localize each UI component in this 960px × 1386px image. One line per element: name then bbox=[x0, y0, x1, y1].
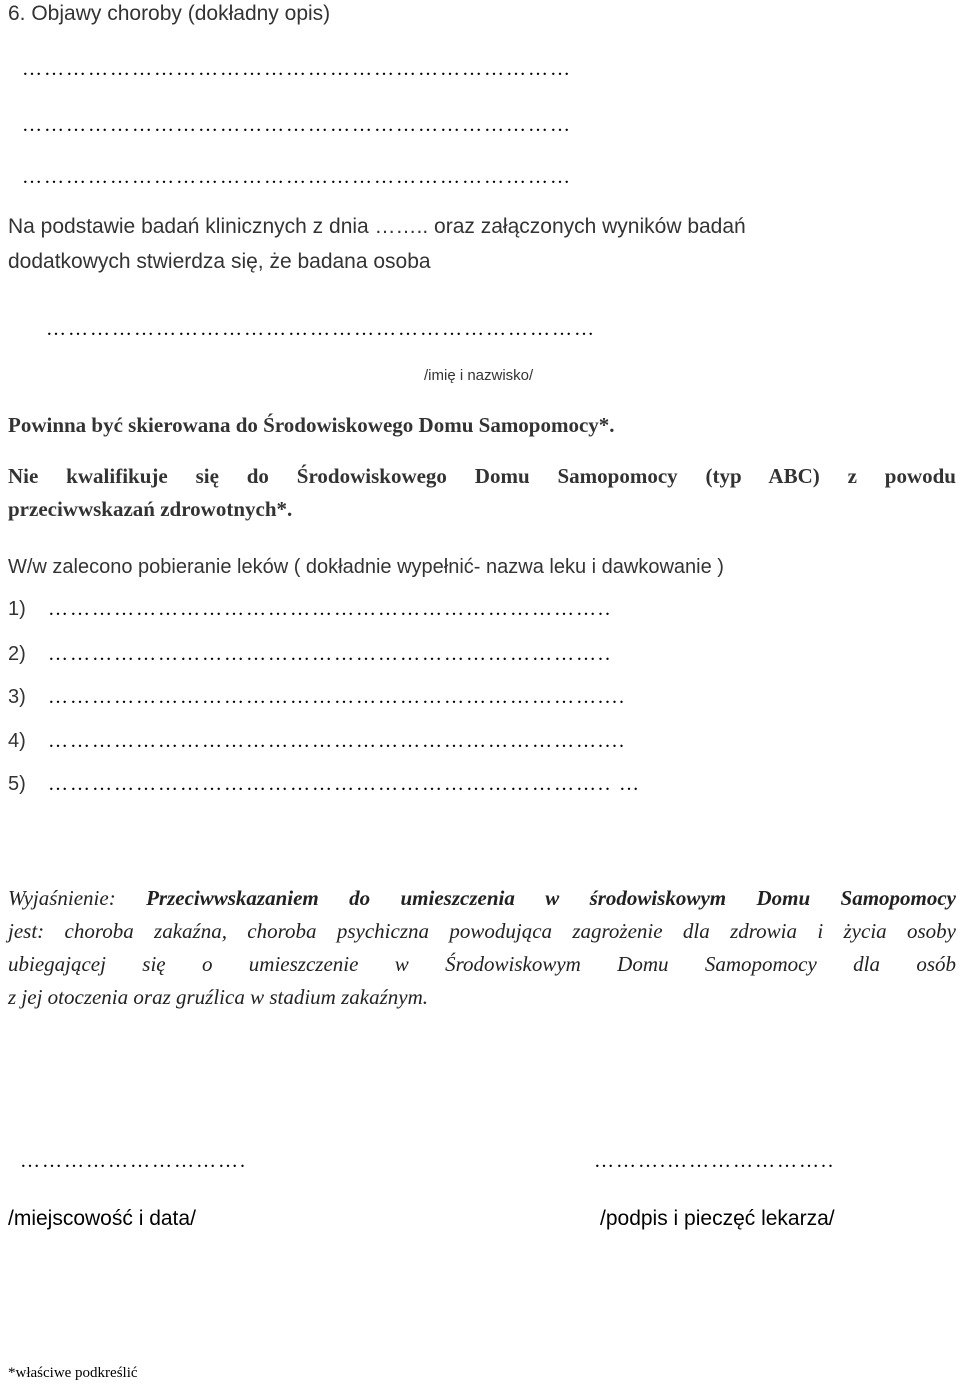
footnote: *właściwe podkreślić bbox=[8, 1365, 138, 1381]
symptoms-dotted-line-3[interactable]: ………………………………………………………………… bbox=[22, 166, 572, 188]
medication-number: 3) bbox=[8, 686, 26, 708]
explanation-line-3: ubiegającej się o umieszczenie w Środowiskowym Domu Samopomocy dla osób bbox=[8, 952, 956, 976]
explanation-line-2: jest: choroba zakaźna, choroba psychiczna powodująca zagrożenie dla zdrowia i życia osoby bbox=[8, 919, 956, 943]
medication-number: 5) bbox=[8, 773, 26, 795]
medication-field[interactable]: ………………………………………………………………….. bbox=[48, 598, 612, 620]
medication-row-3[interactable] bbox=[8, 686, 626, 709]
disqualification-line-2: przeciwwskazań zdrowotnych*. bbox=[8, 497, 293, 521]
explanation-paragraph bbox=[8, 886, 956, 1010]
medication-field[interactable]: ………………………………………………………………….... bbox=[48, 730, 626, 752]
medication-number: 1) bbox=[8, 598, 26, 620]
explanation-line-1 bbox=[8, 886, 956, 919]
medication-prompt: W/w zalecono pobieranie leków ( dokładnie wypełnić- nazwa leku i dawkowanie ) bbox=[8, 556, 724, 578]
medication-field[interactable]: ………………………………………………………………….... bbox=[48, 686, 626, 708]
symptoms-dotted-line-1[interactable]: ………………………………………………………………… bbox=[22, 58, 572, 80]
signature-caption: /podpis i pieczęć lekarza/ bbox=[600, 1207, 835, 1230]
referral-statement[interactable]: Powinna być skierowana do Środowiskowego Domu Samopomocy*. bbox=[8, 413, 615, 437]
patient-name-field[interactable]: ………………………………………………………………… bbox=[46, 318, 596, 340]
exam-statement-line-1: Na podstawie badań klinicznych z dnia …….. oraz załączonych wyników badań bbox=[8, 215, 746, 238]
medication-row-4[interactable] bbox=[8, 730, 626, 753]
section-heading: 6. Objawy choroby (dokładny opis) bbox=[8, 2, 331, 25]
medication-number: 2) bbox=[8, 643, 26, 665]
medication-field[interactable]: ………………………………………………………………….. … bbox=[48, 773, 641, 795]
exam-statement-line-2: dodatkowych stwierdza się, że badana osoba bbox=[8, 250, 431, 273]
medication-row-1[interactable] bbox=[8, 598, 612, 621]
signature-field[interactable]: ……….………………….. bbox=[594, 1150, 835, 1172]
patient-name-caption: /imię i nazwisko/ bbox=[424, 367, 534, 384]
place-date-caption: /miejscowość i data/ bbox=[8, 1207, 196, 1230]
medication-field[interactable]: ………………………………………………………………….. bbox=[48, 643, 612, 665]
medication-row-5[interactable] bbox=[8, 773, 641, 796]
explanation-bold-text: Przeciwwskazaniem do umieszczenia w środowiskowym Domu Samopomocy bbox=[146, 886, 957, 910]
disqualification-line-1: Nie kwalifikuje się do Środowiskowego Domu Samopomocy (typ ABC) z powodu bbox=[8, 464, 956, 488]
medication-number: 4) bbox=[8, 730, 26, 752]
disqualification-statement[interactable] bbox=[8, 464, 956, 522]
explanation-label: Wyjaśnienie: bbox=[8, 886, 116, 910]
medication-row-2[interactable] bbox=[8, 643, 612, 666]
symptoms-dotted-line-2[interactable]: ………………………………………………………………… bbox=[22, 114, 572, 136]
explanation-line-4: z jej otoczenia oraz gruźlica w stadium zakaźnym. bbox=[8, 985, 428, 1009]
place-date-field[interactable]: …………………………. bbox=[20, 1150, 247, 1172]
